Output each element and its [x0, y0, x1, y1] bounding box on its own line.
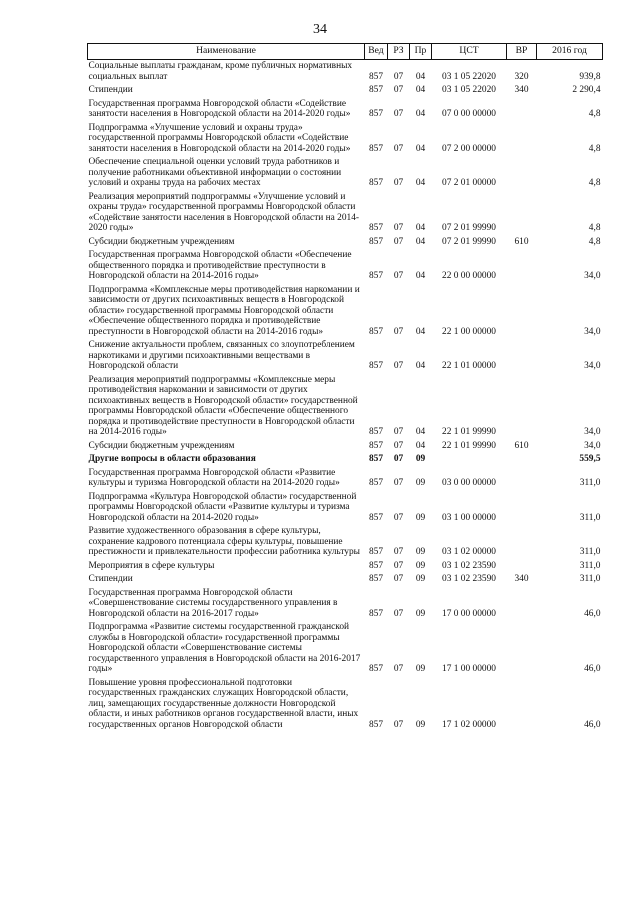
- cell-name: Обеспечение специальной оценки условий труда работников и получение работниками объективной информации о состоянии условий и охраны труда на рабочих местах: [88, 157, 342, 188]
- cell-ved: 857: [368, 454, 384, 464]
- cell-ved: 857: [368, 440, 384, 451]
- cell-rz: 07: [393, 664, 404, 674]
- cell-sum: 311,0: [579, 560, 601, 571]
- cell-name: Социальные выплаты гражданам, кроме публичных нормативных социальных выплат: [88, 61, 353, 82]
- table-row: [88, 190, 603, 235]
- cell-pr: 04: [415, 178, 426, 188]
- cell-sum: 34,0: [584, 427, 601, 437]
- budget-table: [87, 43, 603, 731]
- cell-sum: 311,0: [579, 574, 601, 584]
- cell-name: Подпрограмма «Развитие системы государственной гражданской службы в Новгородской области» государственной программы Новгородской области «Совершенствование системы государственного управления в Новгородской области на 2016-2017 годы»: [88, 622, 361, 674]
- header-pr: Пр: [410, 44, 432, 60]
- cell-cst: 07 0 00 00000: [442, 109, 496, 119]
- cell-ved: 857: [368, 512, 384, 523]
- cell-pr: 04: [415, 71, 426, 82]
- cell-vr: [507, 283, 537, 339]
- table-row: [88, 676, 603, 732]
- cell-ved: 857: [368, 143, 384, 154]
- cell-rz: 07: [393, 271, 404, 281]
- cell-rz: 07: [393, 719, 404, 730]
- cell-name: Субсидии бюджетным учреждениям: [88, 236, 235, 247]
- cell-rz: 07: [393, 454, 404, 464]
- cell-vr: [507, 490, 537, 525]
- cell-vr: [507, 620, 537, 676]
- cell-rz: 07: [393, 574, 404, 584]
- cell-name: Государственная программа Новгородской области «Совершенствование системы государственного управления в Новгородской области на 2016-2017 годы»: [88, 587, 338, 619]
- cell-ved: 857: [368, 326, 384, 337]
- table-row: [88, 60, 603, 84]
- cell-rz: 07: [393, 236, 404, 247]
- cell-rz: 07: [393, 178, 404, 188]
- cell-pr: 09: [415, 608, 426, 619]
- cell-vr: [507, 559, 537, 573]
- cell-sum: 4,8: [588, 223, 601, 233]
- cell-rz: 07: [393, 547, 404, 557]
- cell-cst: 03 1 02 23590: [442, 560, 496, 571]
- cell-pr: 09: [415, 454, 426, 464]
- cell-pr: 04: [415, 440, 426, 451]
- table-row: [88, 586, 603, 621]
- header-vr: ВР: [507, 44, 537, 60]
- table-row: [88, 235, 603, 249]
- header-rz: РЗ: [388, 44, 410, 60]
- cell-rz: 07: [393, 326, 404, 337]
- cell-sum: 34,0: [584, 271, 601, 281]
- cell-pr: 09: [415, 512, 426, 523]
- cell-ved: 857: [368, 223, 384, 233]
- cell-name: Реализация мероприятий подпрограммы «Комплексные меры противодействия наркомании и зависимости от других психоактивных веществ в Новгородской области» государственной программы Новгородской области «Обеспечение общественного порядка и противодействие преступности в Новгородской области на 2014-2016 годы»: [88, 374, 358, 437]
- cell-name: Субсидии бюджетным учреждениям: [88, 440, 235, 451]
- page-number: 34: [313, 22, 327, 37]
- cell-rz: 07: [393, 478, 404, 488]
- cell-name: Развитие художественного образования в сфере культуры, сохранение кадрового потенциала сферы культуры, повышение престижности и привлекательности профессии работника культуры: [88, 526, 360, 557]
- cell-sum: 4,8: [588, 236, 601, 247]
- cell-name: Государственная программа Новгородской области «Обеспечение общественного порядка и противодействие преступности в Новгородской области на 2014-2016 годы»: [88, 250, 352, 281]
- cell-cst: 22 1 01 99990: [442, 427, 496, 437]
- cell-ved: 857: [368, 236, 384, 247]
- cell-vr: 340: [514, 574, 529, 584]
- cell-name: Снижение актуальности проблем, связанных со злоупотреблением наркотиками и другими психоактивными веществами в Новгородской области: [88, 340, 355, 371]
- cell-ved: 857: [368, 361, 384, 371]
- cell-ved: 857: [368, 178, 384, 188]
- cell-cst: 07 2 00 00000: [442, 143, 496, 154]
- cell-rz: 07: [393, 427, 404, 437]
- cell-sum: 46,0: [584, 719, 601, 730]
- cell-ved: 857: [368, 109, 384, 119]
- cell-rz: 07: [393, 109, 404, 119]
- cell-pr: 04: [415, 271, 426, 281]
- cell-cst: 17 0 00 00000: [442, 608, 496, 619]
- cell-sum: 559,5: [579, 454, 601, 464]
- cell-cst: 03 1 05 22020: [442, 85, 496, 95]
- header-ved: Вед: [365, 44, 388, 60]
- cell-sum: 2 290,4: [572, 85, 601, 95]
- cell-vr: [507, 338, 537, 373]
- cell-rz: 07: [393, 608, 404, 619]
- cell-name: Стипендии: [88, 574, 133, 584]
- cell-ved: 857: [368, 271, 384, 281]
- cell-sum: 34,0: [584, 326, 601, 337]
- table-row: [88, 466, 603, 490]
- cell-name: Реализация мероприятий подпрограммы «Улучшение условий и охраны труда» государственной программы Новгородской области «Содействие занятости населения в Новгородской области на 2014-2020 годы»: [88, 191, 360, 233]
- cell-sum: 46,0: [584, 608, 601, 619]
- cell-sum: 311,0: [579, 512, 601, 523]
- cell-pr: 04: [415, 143, 426, 154]
- cell-sum: 4,8: [588, 178, 601, 188]
- cell-pr: 04: [415, 109, 426, 119]
- cell-ved: 857: [368, 547, 384, 557]
- cell-sum: 46,0: [584, 664, 601, 674]
- cell-sum: 34,0: [584, 440, 601, 451]
- table-row: [88, 121, 603, 156]
- cell-cst: 03 1 02 23590: [442, 574, 496, 584]
- cell-pr: 04: [415, 326, 426, 337]
- cell-pr: 09: [415, 664, 426, 674]
- header-cst: ЦСТ: [432, 44, 507, 60]
- cell-pr: 04: [415, 361, 426, 371]
- cell-ved: 857: [368, 664, 384, 674]
- cell-vr: 320: [514, 71, 529, 82]
- cell-sum: 939,8: [579, 71, 601, 82]
- cell-name: Мероприятия в сфере культуры: [88, 560, 215, 571]
- cell-vr: [507, 452, 537, 466]
- cell-cst: 22 0 00 00000: [442, 271, 496, 281]
- cell-cst: 03 1 00 00000: [442, 512, 496, 523]
- cell-rz: 07: [393, 512, 404, 523]
- cell-vr: [507, 121, 537, 156]
- cell-rz: 07: [393, 71, 404, 82]
- cell-vr: [507, 676, 537, 732]
- cell-rz: 07: [393, 440, 404, 451]
- cell-ved: 857: [368, 574, 384, 584]
- cell-ved: 857: [368, 71, 384, 82]
- cell-pr: 09: [415, 574, 426, 584]
- cell-name: Стипендии: [88, 85, 133, 95]
- table-row: [88, 572, 603, 586]
- cell-vr: [507, 155, 537, 190]
- table-row: [88, 559, 603, 573]
- cell-cst: 07 2 01 99990: [442, 223, 496, 233]
- cell-vr: [507, 586, 537, 621]
- cell-sum: 311,0: [579, 478, 601, 488]
- cell-vr: [507, 248, 537, 283]
- cell-cst: 03 0 00 00000: [442, 478, 496, 488]
- cell-ved: 857: [368, 560, 384, 571]
- table-row: [88, 452, 603, 466]
- cell-name: Подпрограмма «Улучшение условий и охраны труда» государственной программы Новгородской области «Содействие занятости населения в Новгородской области на 2014-2020 годы»: [88, 122, 351, 154]
- table-row: [88, 439, 603, 453]
- table-row: [88, 155, 603, 190]
- cell-vr: 610: [514, 440, 529, 451]
- cell-pr: 09: [415, 719, 426, 730]
- cell-pr: 09: [415, 547, 426, 557]
- cell-pr: 09: [415, 560, 426, 571]
- cell-vr: [507, 373, 537, 439]
- cell-ved: 857: [368, 478, 384, 488]
- cell-pr: 04: [415, 85, 426, 95]
- cell-cst: 22 1 01 00000: [442, 361, 496, 371]
- table-header: [88, 44, 603, 60]
- cell-ved: 857: [368, 719, 384, 730]
- cell-ved: 857: [368, 85, 384, 95]
- cell-pr: 04: [415, 427, 426, 437]
- cell-vr: 340: [514, 85, 529, 95]
- cell-ved: 857: [368, 427, 384, 437]
- table-row: [88, 83, 603, 97]
- cell-name: Повышение уровня профессиональной подготовки государственных гражданских служащих Новгородской области, лиц, замещающих государственные должности Новгородской области, и иных работников органов государственной власти, иных государственных органов Новгородской области: [88, 677, 359, 730]
- cell-cst: 03 1 02 00000: [442, 547, 496, 557]
- cell-rz: 07: [393, 560, 404, 571]
- cell-cst: 03 1 05 22020: [442, 71, 496, 82]
- table-row: [88, 373, 603, 439]
- cell-cst: 22 1 01 99990: [442, 440, 496, 451]
- cell-cst: 22 1 00 00000: [442, 326, 496, 337]
- cell-name: Подпрограмма «Культура Новгородской области» государственной программы Новгородской области «Развитие культуры и туризма Новгородской области на 2014-2020 годы»: [88, 491, 357, 523]
- table-row: [88, 248, 603, 283]
- cell-vr: 610: [514, 236, 529, 247]
- cell-name: Государственная программа Новгородской области «Содействие занятости населения в Новгородской области на 2014-2020 годы»: [88, 98, 351, 119]
- cell-vr: [507, 524, 537, 559]
- table-row: [88, 97, 603, 121]
- cell-sum: 4,8: [588, 109, 601, 119]
- cell-rz: 07: [393, 85, 404, 95]
- cell-rz: 07: [393, 223, 404, 233]
- cell-vr: [507, 97, 537, 121]
- table-row: [88, 490, 603, 525]
- header-name: Наименование: [88, 44, 365, 60]
- table-row: [88, 524, 603, 559]
- cell-name: Другие вопросы в области образования: [88, 454, 256, 464]
- cell-sum: 311,0: [579, 547, 601, 557]
- cell-rz: 07: [393, 143, 404, 154]
- table-row: [88, 338, 603, 373]
- cell-pr: 09: [415, 478, 426, 488]
- cell-pr: 04: [415, 223, 426, 233]
- cell-sum: 34,0: [584, 361, 601, 371]
- cell-name: Подпрограмма «Комплексные меры противодействия наркомании и зависимости от других психоактивных веществ в Новгородской области» государственной программы Новгородской области «Обеспечение общественного порядка и противодействие преступности в Новгородской области на 2014-2016 годы»: [88, 284, 360, 337]
- table-body: [88, 60, 603, 732]
- cell-rz: 07: [393, 361, 404, 371]
- cell-sum: 4,8: [588, 143, 601, 154]
- cell-name: Государственная программа Новгородской области «Развитие культуры и туризма Новгородской области на 2014-2020 годы»: [88, 467, 340, 488]
- cell-cst: [432, 452, 507, 466]
- header-sum: 2016 год: [537, 44, 603, 60]
- cell-vr: [507, 190, 537, 235]
- cell-pr: 04: [415, 236, 426, 247]
- cell-cst: 17 1 02 00000: [442, 719, 496, 730]
- cell-vr: [507, 466, 537, 490]
- cell-cst: 17 1 00 00000: [442, 664, 496, 674]
- table-row: [88, 283, 603, 339]
- table-row: [88, 620, 603, 676]
- cell-cst: 07 2 01 00000: [442, 178, 496, 188]
- cell-ved: 857: [368, 608, 384, 619]
- cell-cst: 07 2 01 99990: [442, 236, 496, 247]
